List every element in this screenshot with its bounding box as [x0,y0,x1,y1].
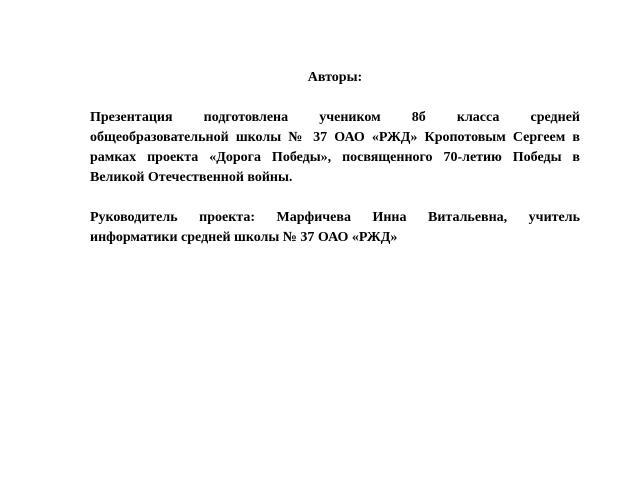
authors-heading: Авторы: [307,70,363,85]
presentation-credit-paragraph: Презентация подготовлена учеником 8б класса средней общеобразовательной школы № 37 ОАО «РЖД» Кропотовым Сергеем в рамках проекта «Дорога Победы», посвященного 70-летию Победы в Великой Отечественной войны. [90,110,580,185]
slide-content [90,68,580,268]
project-supervisor-paragraph: Руководитель проекта: Марфичева Инна Витальевна, учитель информатики средней школы № 37 ОАО «РЖД» [90,210,580,245]
